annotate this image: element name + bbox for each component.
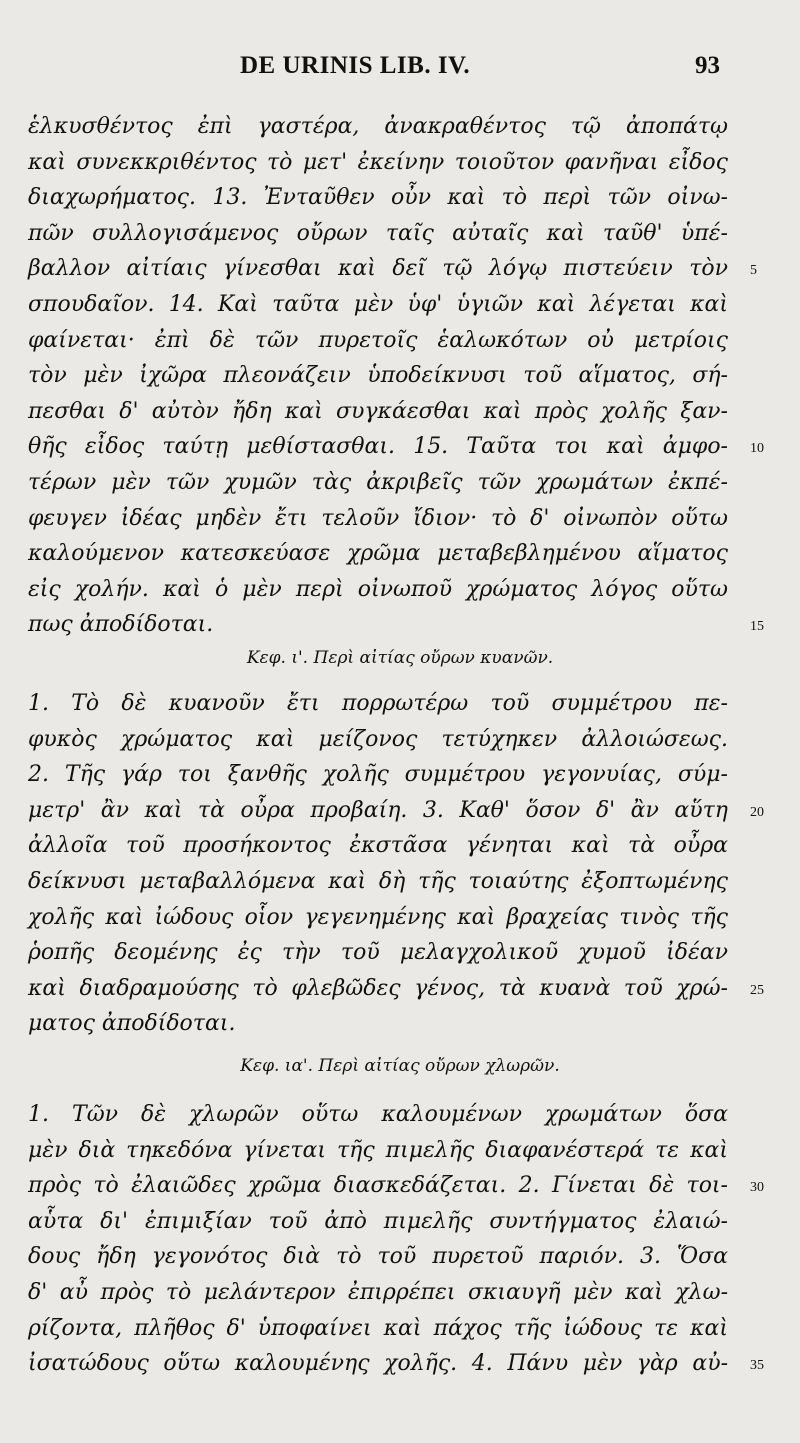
text-line xyxy=(28,864,728,900)
line-text: μετρ' ἂν καὶ τὰ οὖρα προβαίη. 3. Καθ' ὅσον δ' ἂν αὕτη xyxy=(28,797,728,823)
text-block-1 xyxy=(28,109,764,643)
line-text: 2. Τῆς γάρ τοι ξανθῆς χολῆς συμμέτρου γεγονυίας, σύμ- xyxy=(28,762,728,788)
line-text: αὗτα δι' ἐπιμιξίαν τοῦ ἀπὸ πιμελῆς συντήγματος ἐλαιώ- xyxy=(28,1208,728,1234)
line-text: φευγεν ἰδέας μηδὲν ἔτι τελοῦν ἴδιον· τὸ δ' οἰνωπὸν οὕτω xyxy=(28,505,728,531)
line-text: ἑλκυσθέντος ἐπὶ γαστέρα, ἀνακραθέντος τῷ ἀποπάτῳ xyxy=(28,114,728,139)
line-text: καὶ διαδραμούσης τὸ φλεβῶδες γένος, τὰ κυανὰ τοῦ χρώ- xyxy=(28,975,728,1001)
line-text: 1. Τῶν δὲ χλωρῶν οὕτω καλουμένων χρωμάτων ὅσα xyxy=(28,1102,728,1127)
chapter-heading-11: Κεφ. ια'. Περὶ αἰτίας οὔρων χλωρῶν. xyxy=(240,1056,560,1076)
text-line xyxy=(28,145,728,181)
line-text: τὸν μὲν ἰχῶρα πλεονάζειν ὑποδείκνυσι τοῦ αἵματος, σή- xyxy=(28,363,728,389)
text-line xyxy=(28,572,728,608)
text-line xyxy=(28,180,728,216)
line-text: φυκὸς χρώματος καὶ μείζονος τετύχηκεν ἀλλοιώσεως. xyxy=(28,726,728,752)
text-line xyxy=(28,1133,728,1169)
text-line xyxy=(28,1204,728,1240)
text-line xyxy=(28,251,757,287)
line-text: καὶ συνεκκριθέντος τὸ μετ' ἐκείνην τοιοῦτον φανῆναι εἶδος xyxy=(28,149,728,175)
line-number: 35 xyxy=(750,1358,764,1374)
text-line xyxy=(28,1006,728,1042)
text-line xyxy=(28,900,728,936)
text-line xyxy=(28,501,728,537)
text-line xyxy=(28,971,764,1007)
page-header xyxy=(30,52,720,92)
text-line xyxy=(28,358,728,394)
line-text: διαχωρήματος. 13. Ἐνταῦθεν οὖν καὶ τὸ περὶ τῶν οἰνω- xyxy=(28,185,728,211)
text-line xyxy=(28,536,728,572)
line-text: πῶν συλλογισάμενος οὔρων ταῖς αὐταῖς καὶ ταῦθ' ὑπέ- xyxy=(28,220,728,246)
line-text: δ' αὖ πρὸς τὸ μελάντερον ἐπιρρέπει σκιαυγῆ μὲν καὶ χλω- xyxy=(28,1279,728,1305)
line-text: καλούμενον κατεσκεύασε χρῶμα μεταβεβλημένου αἵματος xyxy=(28,541,728,567)
line-text: μὲν διὰ τηκεδόνα γίνεται τῆς πιμελῆς διαφανέστερά τε καὶ xyxy=(28,1137,728,1163)
line-text: φαίνεται· ἐπὶ δὲ τῶν πυρετοῖς ἑαλωκότων οὐ μετρίοις xyxy=(28,327,728,353)
text-line xyxy=(28,109,728,145)
line-text: δείκνυσι μεταβαλλόμενα καὶ δὴ τῆς τοιαύτης ἐξοπτωμένης xyxy=(28,868,728,894)
line-number: 10 xyxy=(750,441,764,457)
text-line xyxy=(28,1097,728,1133)
text-line xyxy=(28,828,728,864)
line-text: ρίζοντα, πλῆθος δ' ὑποφαίνει καὶ πάχος τῆς ἰώδους τε καὶ xyxy=(28,1315,728,1341)
text-line xyxy=(28,722,728,758)
text-line xyxy=(28,287,728,323)
text-line xyxy=(28,1168,764,1204)
text-line xyxy=(28,1311,728,1347)
text-line xyxy=(28,757,728,793)
line-number: 5 xyxy=(750,263,757,279)
line-text: τέρων μὲν τῶν χυμῶν τὰς ἀκριβεῖς τῶν χρωμάτων ἐκπέ- xyxy=(28,469,728,495)
text-line xyxy=(28,1346,764,1382)
text-line xyxy=(28,429,764,465)
chapter-heading-10: Κεφ. ι'. Περὶ αἰτίας οὔρων κυανῶν. xyxy=(246,648,554,668)
line-text: εἰς χολήν. καὶ ὁ μὲν περὶ οἰνωποῦ χρώματος λόγος οὕτω xyxy=(28,576,728,602)
line-text: ἀλλοῖα τοῦ προσήκοντος ἐκστᾶσα γένηται καὶ τὰ οὖρα xyxy=(28,833,728,859)
text-line xyxy=(28,935,728,971)
line-number: 15 xyxy=(750,619,764,635)
running-head: DE URINIS LIB. IV. xyxy=(240,52,471,79)
line-text: δους ἤδη γεγονότος διὰ τὸ τοῦ πυρετοῦ παριόν. 3. Ὅσα xyxy=(28,1244,728,1270)
text-line xyxy=(28,686,728,722)
text-line xyxy=(28,465,728,501)
line-text: πως ἀποδίδοται. xyxy=(28,612,214,638)
line-text: πρὸς τὸ ἐλαιῶδες χρῶμα διασκεδάζεται. 2. Γίνεται δὲ τοι- xyxy=(28,1173,728,1199)
text-line xyxy=(28,1275,728,1311)
text-line xyxy=(28,607,764,643)
text-line xyxy=(28,394,728,430)
text-block-3 xyxy=(28,1097,764,1382)
line-text: ῥοπῆς δεομένης ἐς τὴν τοῦ μελαγχολικοῦ χυμοῦ ἰδέαν xyxy=(28,940,728,966)
text-block-2 xyxy=(28,686,764,1042)
line-text: χολῆς καὶ ἰώδους οἷον γεγενημένης καὶ βραχείας τινὸς τῆς xyxy=(28,904,728,930)
line-number: 20 xyxy=(750,804,764,820)
text-line xyxy=(28,216,728,252)
text-line xyxy=(28,1239,728,1275)
page-number: 93 xyxy=(695,52,720,79)
line-number: 30 xyxy=(750,1180,764,1196)
line-number: 25 xyxy=(750,982,764,998)
line-text: ματος ἀποδίδοται. xyxy=(28,1011,236,1037)
line-text: βαλλον αἰτίαις γίνεσθαι καὶ δεῖ τῷ λόγῳ πιστεύειν τὸν xyxy=(28,256,728,282)
text-line xyxy=(28,793,764,829)
line-text: σπουδαῖον. 14. Καὶ ταῦτα μὲν ὑφ' ὑγιῶν καὶ λέγεται καὶ xyxy=(28,291,728,317)
line-text: ἰσατώδους οὕτω καλουμένης χολῆς. 4. Πάνυ μὲν γὰρ αὐ- xyxy=(28,1351,728,1377)
text-line xyxy=(28,323,728,359)
line-text: πεσθαι δ' αὐτὸν ἤδη καὶ συγκάεσθαι καὶ πρὸς χολῆς ξαν- xyxy=(28,398,728,424)
line-text: 1. Τὸ δὲ κυανοῦν ἔτι πορρωτέρω τοῦ συμμέτρου πε- xyxy=(28,691,728,716)
line-text: θῆς εἶδος ταύτῃ μεθίστασθαι. 15. Ταῦτα τοι καὶ ἀμφο- xyxy=(28,434,728,460)
